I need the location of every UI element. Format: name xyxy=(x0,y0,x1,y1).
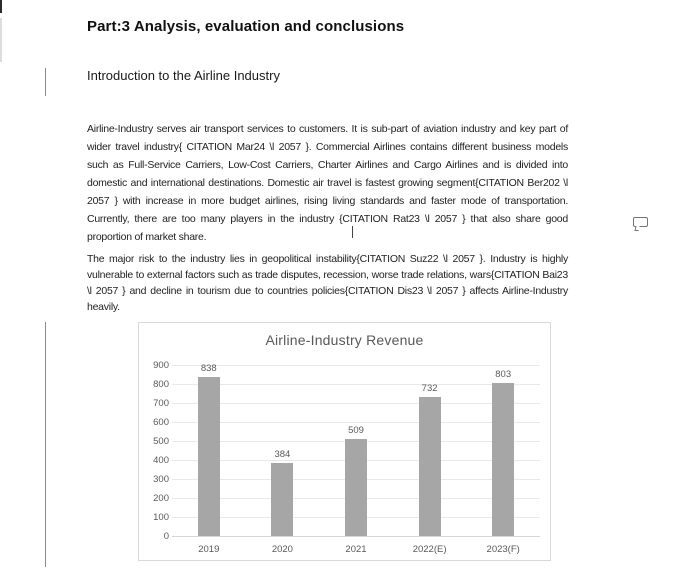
bar-value-label: 838 xyxy=(200,362,217,374)
gridline xyxy=(172,536,540,537)
x-axis-label: 2021 xyxy=(345,544,367,555)
y-tick-label: 700 xyxy=(153,398,169,409)
bar xyxy=(345,439,367,536)
y-tick-label: 300 xyxy=(153,474,169,485)
bar xyxy=(419,397,441,536)
y-tick-label: 800 xyxy=(153,379,169,390)
x-axis-label: 2019 xyxy=(198,544,220,555)
text-cursor xyxy=(352,226,353,238)
bar-value-label: 509 xyxy=(348,425,364,437)
section-subheading[interactable]: Introduction to the Airline Industry xyxy=(87,68,280,83)
x-axis-label: 2023(F) xyxy=(486,544,520,555)
paragraph-industry-risks[interactable]: The major risk to the industry lies in geopolitical instability{CITATION Suz22 \l 2057 }. Industry is highly vulnerable to external factors such as trade disputes, recession, worse trade relations, wars{CITATION Bai23 \l 2057 } and decline in tourism due to countries policies{CITATION Dis23 \l 2057 } affects Airline-Industry heavily. xyxy=(87,253,568,313)
y-tick-label: 500 xyxy=(153,436,169,447)
change-bar-chart xyxy=(45,322,46,567)
y-tick-label: 600 xyxy=(153,417,169,428)
page-edge-line xyxy=(0,18,2,62)
bar-value-label: 384 xyxy=(274,449,291,461)
change-bar-subheading xyxy=(45,68,46,96)
x-axis-label: 2020 xyxy=(271,544,293,555)
comment-icon[interactable] xyxy=(633,217,648,227)
y-tick-label: 200 xyxy=(153,493,169,504)
revenue-chart[interactable] xyxy=(138,322,551,561)
y-tick-label: 100 xyxy=(153,512,169,523)
y-tick-label: 900 xyxy=(153,360,169,371)
window-edge-mark xyxy=(0,0,2,13)
gridline xyxy=(172,422,540,423)
bar xyxy=(198,377,220,536)
chart-title: Airline-Industry Revenue xyxy=(265,332,424,348)
bar xyxy=(271,463,293,536)
paragraph-industry-intro[interactable]: Airline-Industry serves air transport services to customers. It is sub-part of aviation industry and key part of wider travel industry{ CITATION Mar24 \l 2057 }. Commercial Airlines contains different business models such as Full-Service Carriers, Low-Cost Carriers, Charter Airlines and Cargo Airlines and is divided into domestic and international destinations. Domestic air travel is fastest growing segment{CITATION Ber202 \l 2057 } with increase in more budget airlines, rising living standards and faster mode of transportation. Currently, there are too many players in the industry {CITATION Rat23 \l 2057 } that also share good proportion of market share. xyxy=(87,123,568,243)
x-axis-label: 2022(E) xyxy=(412,544,447,555)
bar-value-label: 732 xyxy=(421,382,438,394)
y-tick-label: 400 xyxy=(153,455,169,466)
bar xyxy=(492,383,514,536)
section-heading[interactable]: Part:3 Analysis, evaluation and conclusions xyxy=(87,18,405,35)
gridline xyxy=(172,403,540,404)
bar-value-label: 803 xyxy=(495,369,512,381)
y-tick-label: 0 xyxy=(163,531,169,542)
chart-plot xyxy=(139,323,550,560)
gridline xyxy=(172,384,540,385)
